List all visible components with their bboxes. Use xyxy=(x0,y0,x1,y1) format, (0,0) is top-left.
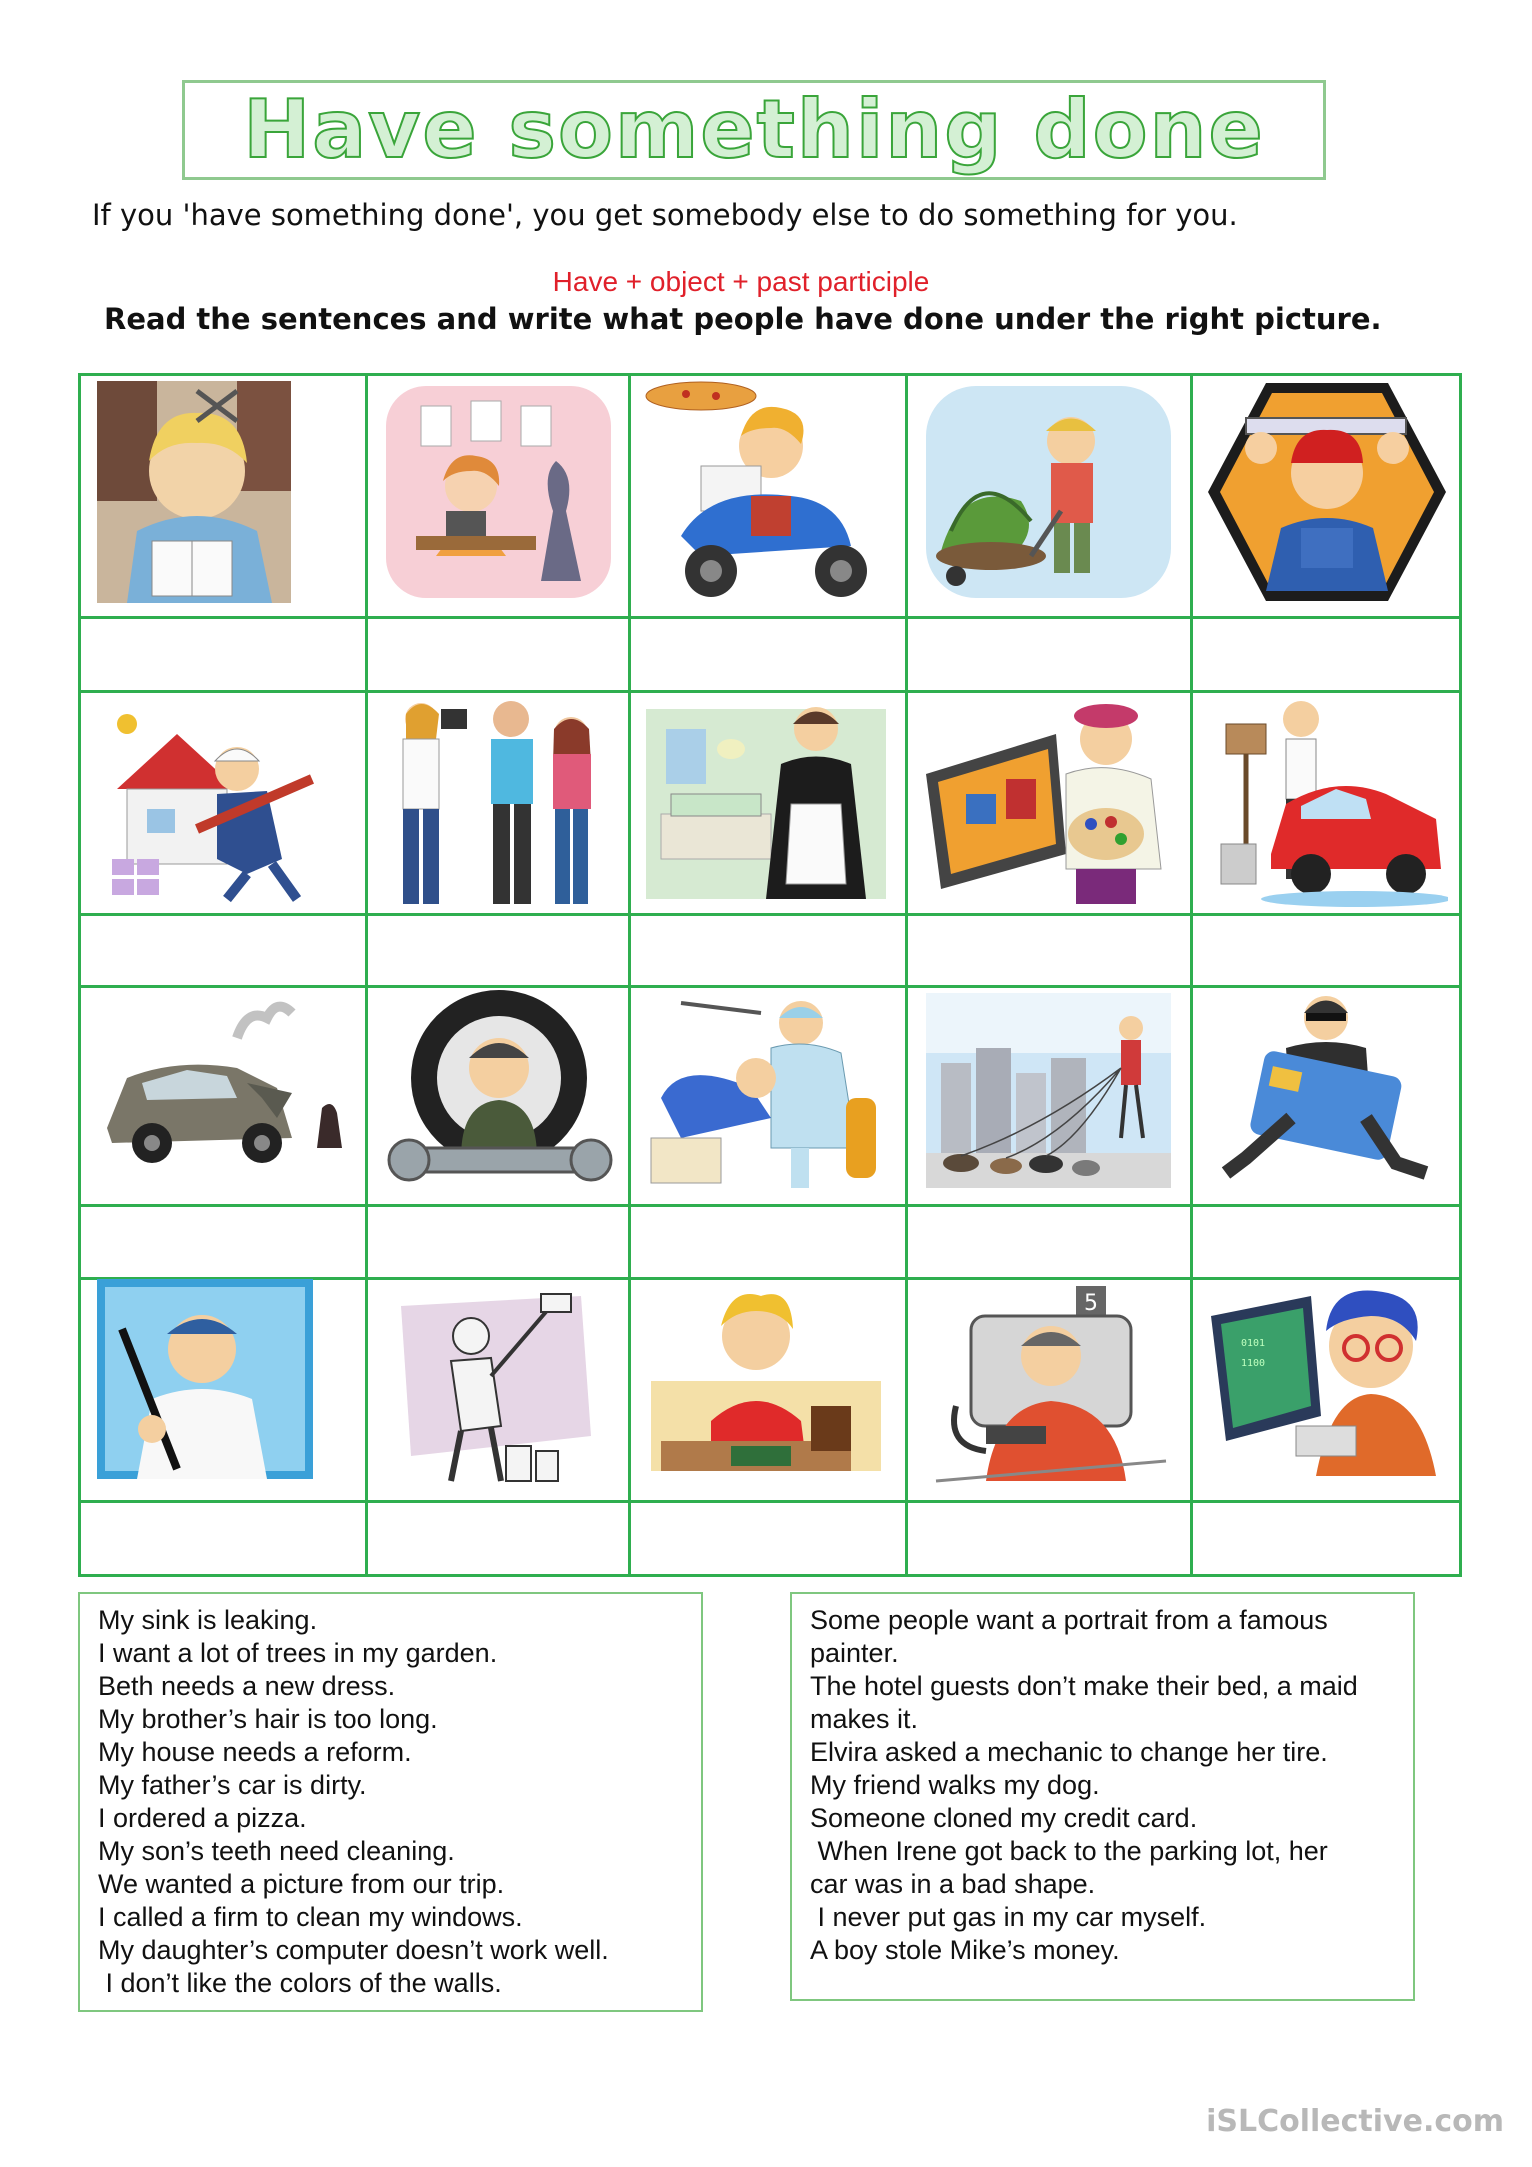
answer-cell-4[interactable] xyxy=(908,619,1190,690)
window-cleaner-icon xyxy=(97,1279,313,1479)
sentence: My friend walks my dog. xyxy=(810,1770,1100,1800)
painter-icon xyxy=(916,694,1181,909)
title-box xyxy=(182,80,1326,180)
sentence: When Irene got back to the parking lot, her xyxy=(810,1836,1328,1866)
grid-line xyxy=(81,690,1459,693)
svg-text:0101: 0101 xyxy=(1241,1338,1266,1349)
answer-cell-15[interactable] xyxy=(1193,1207,1459,1277)
sentence: We wanted a picture from our trip. xyxy=(98,1869,505,1899)
answer-cell-16[interactable] xyxy=(84,1503,365,1574)
instruction-text: Read the sentences and write what people have done under the right picture. xyxy=(104,302,1382,336)
sentence: I never put gas in my car myself. xyxy=(810,1902,1207,1932)
formula-line xyxy=(0,266,1532,298)
formula-text: Have + object + past participle xyxy=(552,266,930,297)
answer-cell-9[interactable] xyxy=(908,916,1190,985)
boy-wallet-icon xyxy=(641,1281,891,1481)
sentence: A boy stole Mike’s money. xyxy=(810,1935,1120,1965)
sentence: Elvira asked a mechanic to change her tire. xyxy=(810,1737,1328,1767)
dog-walker-icon xyxy=(921,988,1176,1193)
answer-cell-20[interactable] xyxy=(1193,1503,1459,1574)
answer-cell-3[interactable] xyxy=(631,619,905,690)
intro-text: If you 'have something done', you get somebody else to do something for you. xyxy=(92,198,1238,232)
crashed-car-icon xyxy=(97,988,357,1193)
sentence: painter. xyxy=(810,1638,899,1668)
page-title: Have something done xyxy=(243,83,1265,176)
watermark: iSLCollective.com xyxy=(1206,2104,1504,2139)
picture-grid xyxy=(78,373,1462,1577)
answer-cell-19[interactable] xyxy=(908,1503,1190,1574)
sentences-left-box xyxy=(78,1592,703,2012)
answer-cell-2[interactable] xyxy=(368,619,628,690)
sentences-right-box xyxy=(790,1592,1415,2001)
car-wash-icon xyxy=(1206,694,1448,909)
sentence: I want a lot of trees in my garden. xyxy=(98,1638,498,1668)
sentence: The hotel guests don’t make their bed, a maid xyxy=(810,1671,1358,1701)
sentence: My house needs a reform. xyxy=(98,1737,412,1767)
sentence: Someone cloned my credit card. xyxy=(810,1803,1198,1833)
sentence: I called a firm to clean my windows. xyxy=(98,1902,523,1932)
sentence: My father’s car is dirty. xyxy=(98,1770,367,1800)
answer-cell-13[interactable] xyxy=(631,1207,905,1277)
sentence: My son’s teeth need cleaning. xyxy=(98,1836,455,1866)
answer-cell-1[interactable] xyxy=(84,619,365,690)
sentence: Some people want a portrait from a famous xyxy=(810,1605,1328,1635)
svg-text:1100: 1100 xyxy=(1241,1358,1266,1369)
sentence: makes it. xyxy=(810,1704,919,1734)
answer-cell-18[interactable] xyxy=(631,1503,905,1574)
answer-cell-8[interactable] xyxy=(631,916,905,985)
answer-cell-17[interactable] xyxy=(368,1503,628,1574)
haircut-icon xyxy=(97,381,291,603)
sentence: My daughter’s computer doesn’t work well. xyxy=(98,1935,609,1965)
maid-icon xyxy=(641,694,891,909)
answer-cell-5[interactable] xyxy=(1193,619,1459,690)
sentence: I ordered a pizza. xyxy=(98,1803,307,1833)
sentence: Beth needs a new dress. xyxy=(98,1671,396,1701)
sentence: car was in a bad shape. xyxy=(810,1869,1096,1899)
wall-painter-icon xyxy=(381,1286,616,1486)
sentence: I don’t like the colors of the walls. xyxy=(98,1968,502,1998)
dressmaker-icon xyxy=(381,381,616,603)
answer-cell-10[interactable] xyxy=(1193,916,1459,985)
answer-cell-11[interactable] xyxy=(84,1207,365,1277)
sentence: My brother’s hair is too long. xyxy=(98,1704,438,1734)
answer-cell-7[interactable] xyxy=(368,916,628,985)
svg-text:5: 5 xyxy=(1084,1291,1098,1316)
card-thief-icon xyxy=(1206,988,1448,1193)
dentist-icon xyxy=(641,988,891,1193)
computer-repair-icon xyxy=(1201,1276,1451,1486)
answer-cell-14[interactable] xyxy=(908,1207,1190,1277)
sentence: My sink is leaking. xyxy=(98,1605,318,1635)
answer-cell-12[interactable] xyxy=(368,1207,628,1277)
mechanic-icon xyxy=(381,988,616,1193)
gardener-icon xyxy=(921,381,1176,603)
pizza-delivery-icon xyxy=(641,376,891,608)
builder-icon xyxy=(97,699,327,904)
answer-cell-6[interactable] xyxy=(84,916,365,985)
gas-station-icon xyxy=(926,1276,1176,1486)
photo-icon xyxy=(381,694,616,909)
plumber-icon xyxy=(1206,378,1448,606)
